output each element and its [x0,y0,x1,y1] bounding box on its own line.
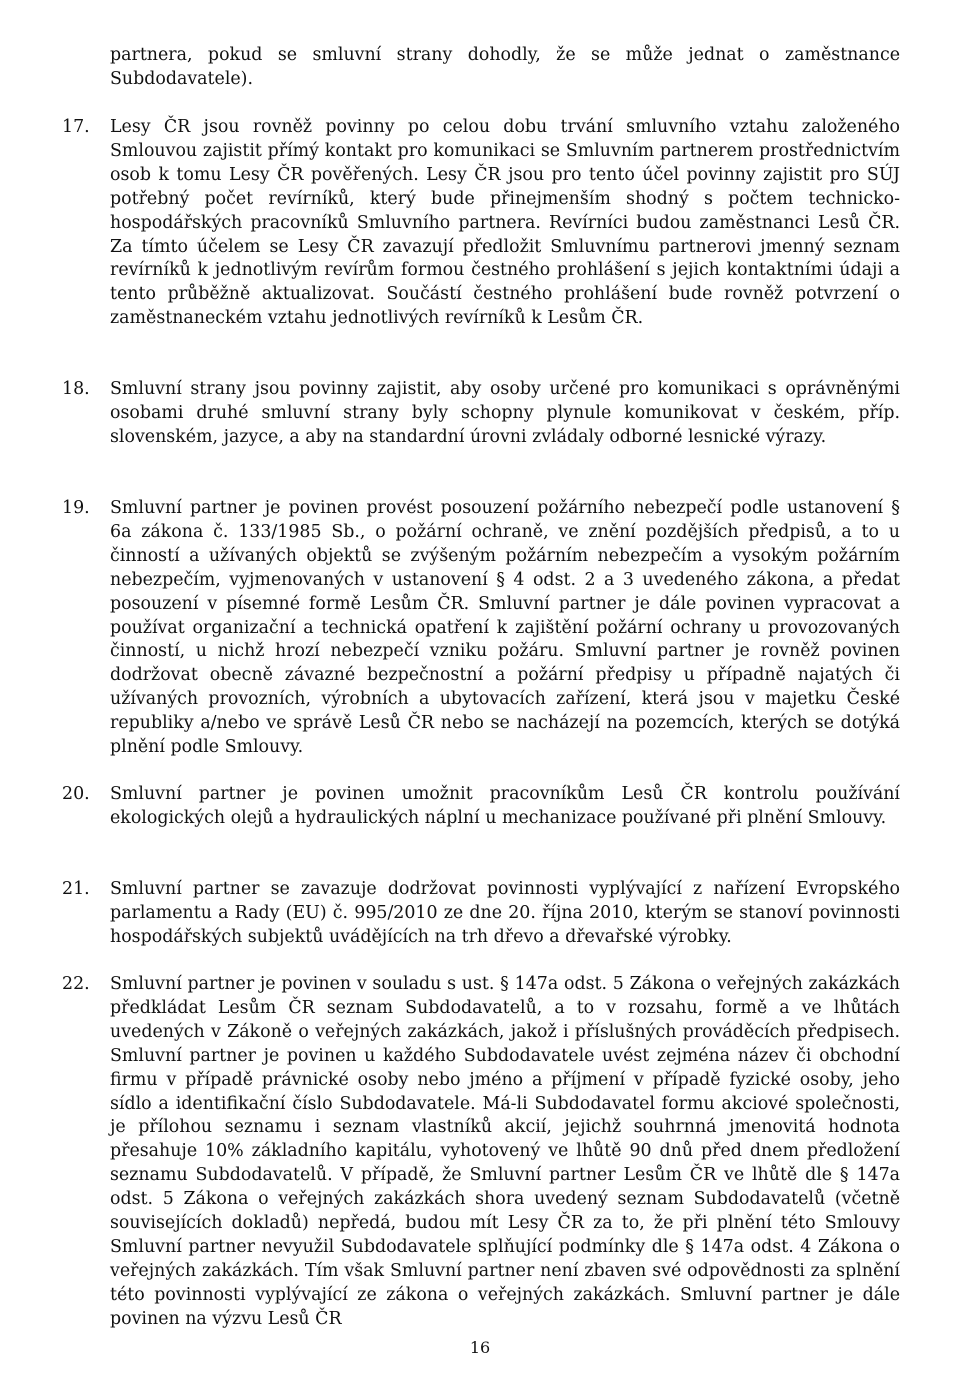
page-number: 16 [469,1338,491,1357]
clause-text: Smluvní strany jsou povinny zajistit, aby osoby určené pro komunikaci s oprávněnými osobami druhé smluvní strany byly schopny plynule komunikovat v českém, příp. slovenském, jazyce, a aby na standardní úrovni zvládaly odborné lesnické výrazy. [110,379,900,447]
clause-number: 21. [62,879,90,899]
clause-text: Smluvní partner je povinen provést posouzení požárního nebezpečí podle ustanovení § 6a zákona č. 133/1985 Sb., o požární ochraně, ve znění pozdějších předpisů, a to u činností a užívaných objektů se zvýšeným požárním nebezpečím a vysokým požárním nebezpečím, vyjmenovaných v ustanovení § 4 odst. 2 a 3 uvedeného zákona, a předat posouzení v písemné formě Lesům ČR. Smluvní partner je dále povinen vypracovat a používat organizační a technická opatření k zajištění požární ochrany u provozovaných činností, u nichž hrozí nebezpečí vzniku požáru. Smluvní partner je rovněž povinen dodržovat obecně závazné bezpečnostní a požární předpisy u případně najatých či užívaných provozních, výrobních a ubytovacích zařízení, která jsou v majetku České republiky a/nebo ve správě Lesů ČR nebo se nacházejí na pozemcích, kterých se dotýká plnění podle Smlouvy. [110,498,900,758]
clause-20 [62,783,900,831]
clause-22 [62,973,900,1332]
clause-text: Smluvní partner je povinen umožnit pracovníkům Lesů ČR kontrolu používání ekologických olejů a hydraulických náplní u mechanizace používané při plnění Smlouvy. [110,784,900,828]
clause-text: Smluvní partner je povinen v souladu s ust. § 147a odst. 5 Zákona o veřejných zakázkách předkládat Lesům ČR seznam Subdodavatelů, a to v rozsahu, formě a ve lhůtách uvedených v Zákoně o veřejných zakázkách, jakož i příslušných prováděcích předpisech. Smluvní partner je povinen u každého Subdodavatele uvést zejména název či obchodní firmu v případě právnické osoby nebo jméno a příjmení v případě fyzické osoby, jeho sídlo a identifikační číslo Subdodavatele. Má-li Subdodavatel formu akciové společnosti, je přílohou seznamu i seznam vlastníků akcií, jejichž souhrnná jmenovitá hodnota přesahuje 10% základního kapitálu, vyhotovený ve lhůtě 90 dnů před dnem předložení seznamu Subdodavatelů. V případě, že Smluvní partner Lesům ČR ve lhůtě dle § 147a odst. 5 Zákona o veřejných zakázkách shora uvedený seznam Subdodavatelů (včetně souvisejících dokladů) nepředá, budou mít Lesy ČR za to, že při plnění této Smlouvy Smluvní partner nevyužil Subdodavatele splňující podmínky dle § 147a odst. 4 Zákona o veřejných zakázkách. Tím však Smluvní partner není zbaven své odpovědnosti za splnění této povinnosti vyplývající ze zákona o veřejných zakázkách. Smluvní partner je dále povinen na výzvu Lesů ČR [110,974,900,1329]
clause-text: Lesy ČR jsou rovněž povinny po celou dobu trvání smluvního vztahu založeného Smlouvou zajistit přímý kontakt pro komunikaci se Smluvním partnerem prostřednictvím osob k tomu Lesy ČR pověřených. Lesy ČR jsou pro tento účel povinny zajistit pro SÚJ potřebný počet revírníků, který bude přinejmenším shodný s počtem technicko-hospodářských pracovníků Smluvního partnera. Revírníci budou zaměstnanci Lesů ČR. Za tímto účelem se Lesy ČR zavazují předložit Smluvnímu partnerovi jmenný seznam revírníků k jednotlivým revírům formou čestného prohlášení s jejich kontaktními údaji a tento průběžně aktualizovat. Součástí čestného prohlášení bude rovněž potvrzení o zaměstnaneckém vztahu jednotlivých revírníků k Lesům ČR. [110,117,900,329]
intro-paragraph-text: partnera, pokud se smluvní strany dohodly, že se může jednat o zaměstnance Subdodavatele). [110,45,900,89]
clause-18 [62,378,900,450]
clause-number: 22. [62,974,90,994]
clause-number: 19. [62,498,90,518]
clause-21 [62,878,900,950]
clause-number: 18. [62,379,90,399]
clause-19 [62,497,900,760]
clause-number: 20. [62,784,90,804]
clause-number: 17. [62,117,90,137]
intro-paragraph [62,44,900,92]
clause-text: Smluvní partner se zavazuje dodržovat povinnosti vyplývající z nařízení Evropského parlamentu a Rady (EU) č. 995/2010 ze dne 20. října 2010, kterým se stanoví povinnosti hospodářských subjektů uvádějících na trh dřevo a dřevařské výrobky. [110,879,900,947]
clause-17 [62,116,900,331]
